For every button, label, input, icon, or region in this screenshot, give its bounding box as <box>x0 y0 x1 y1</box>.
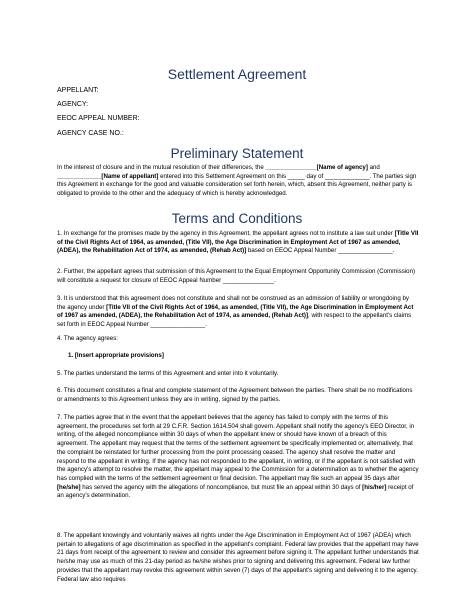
paragraph-2: 2. Further, the appellant agrees that submission of this Agreement to the Equal Employment Opportunity Commission (Commission) will constitute a request for closure of EEOC Appeal Number _______________. <box>57 268 416 284</box>
paragraph-5: 5. The parties understand the terms of this Agreement and enter into it voluntarily. <box>57 370 279 377</box>
p7-text-1: 7. The parties agree that in the event that the appellant believes that the agency has failed to comply with the terms of this agreement, the procedures set forth at 29 C.F.R. Section 1614.504 shall govern. Appellant shall notify the agency's EEO Director, in writing, of the alleged noncompliance within 30 days of when the appellant knew or should have known of a breach of this agreement. The appellant may request that the terms of the settlement agreement be specifically implemented or, alternatively, that the complaint be reinstated for further processing from the point processing ceased. The agency shall resolve the matter and respond to the appellant in writing. If the agency has not responded to the appellant, in writing, or if the appellant is not satisfied with the agency's attempt to resolve the matter, the appellant may appeal to the Commission for a determination as to whether the agency has complied with the terms of the settlement agreement or final decision. The appellant may file such an appeal 35 days after <box>57 414 419 482</box>
agency-provisions-item: 1. [Insert appropriate provisions] <box>68 352 164 359</box>
preliminary-paragraph <box>57 164 419 199</box>
preliminary-text-2: and <box>367 164 380 171</box>
terms-and-conditions-heading: Terms and Conditions <box>171 211 303 226</box>
p7-pronoun-1: [he/she] <box>57 483 81 491</box>
appellant-name-placeholder: _____________[Name of appellant] <box>57 172 159 180</box>
p1-statutes: [Title VII of the Civil Rights Act of 1964, as amended, (Title VII), the Age Discrimination in Employment Act of 1967 as amended, (ADEA), the Rehabilitation Act of 1974, as amended, (Rehab Act)] <box>57 230 419 255</box>
preliminary-text-1: In the interest of closure and in the mutual resolution of their differences, the <box>57 164 266 171</box>
p7-text-3: receipt of an agency's determination. <box>57 483 414 500</box>
preliminary-statement-heading: Preliminary Statement <box>170 146 304 161</box>
p7-text-2: has served the agency with the allegations of noncompliance, but must file an appeal within 30 days of <box>80 483 363 491</box>
paragraph-4: 4. The agency agrees: <box>57 335 118 342</box>
paragraph-6: 6. This document constitutes a final and complete statement of the Agreement between the parties. There shall be no modifications or amendments to this Agreement unless they are in writing, signed by the parties. <box>57 387 413 403</box>
preliminary-text-3: entered into this Settlement Agreement on this _____ day of _____________. The parties sign this Agreement in exchange for the good and valuable consideration set forth herein, which, absent this Agreement, neither party is obligated to provide to the other and the adequacy of which is hereby acknowledged. <box>57 172 417 198</box>
agency-case-no-field: AGENCY CASE NO.: <box>57 130 124 137</box>
p7-pronoun-2: [his/her] <box>362 483 387 491</box>
document-title: Settlement Agreement <box>167 66 307 82</box>
agency-field: AGENCY: <box>57 101 89 108</box>
p1-text-1: 1. In exchange for the promises made by the agency in this Agreement, the appellant agrees not to institute a law suit under <box>57 230 395 237</box>
paragraph-8: 8. The appellant knowingly and voluntarily waives all rights under the Age Discrimination in Employment Act of 1967 (ADEA) which pertain to allegations of age discrimination as specified in the appellant's complaint. Federal law provides that the appellant may have 21 days from receipt of the agreement to review and consider this agreement before signing it. The appellant further understands that he/she may use as much of this 21-day period as he/she wishes prior to signing and delivering this agreement. Federal law further provides that the appellant may revoke this agreement within seven (7) days of the appellant's signing and delivering it to the agency. Federal law also requires <box>57 532 419 583</box>
paragraph-3 <box>57 295 419 330</box>
paragraph-7 <box>57 414 419 501</box>
p1-text-2: based on EEOC Appeal Number ________________. <box>246 247 395 255</box>
agency-name-placeholder: _______________[Name of agency] <box>265 164 368 171</box>
p3-text-1: 3. It is understood that this agreement does not constitute and shall not be construed as an admission of liability or wrongdoing by the agency under <box>57 295 409 311</box>
appellant-field: APPELLANT: <box>57 87 99 94</box>
p3-statutes: [Title VII of the Civil Rights Act of 1964, as amended, (Title VII), the Age Discrimination in Employment Act of 1967 as amended, (ADEA), the Rehabilitation Act of 1974, as amended, (Rehab Act)] <box>57 303 414 320</box>
paragraph-1 <box>57 230 419 256</box>
eeoc-appeal-number-field: EEOC APPEAL NUMBER: <box>57 115 140 122</box>
p3-text-2: , with respect to the appellant's claims set forth in EEOC Appeal Number ________________. <box>57 312 412 329</box>
